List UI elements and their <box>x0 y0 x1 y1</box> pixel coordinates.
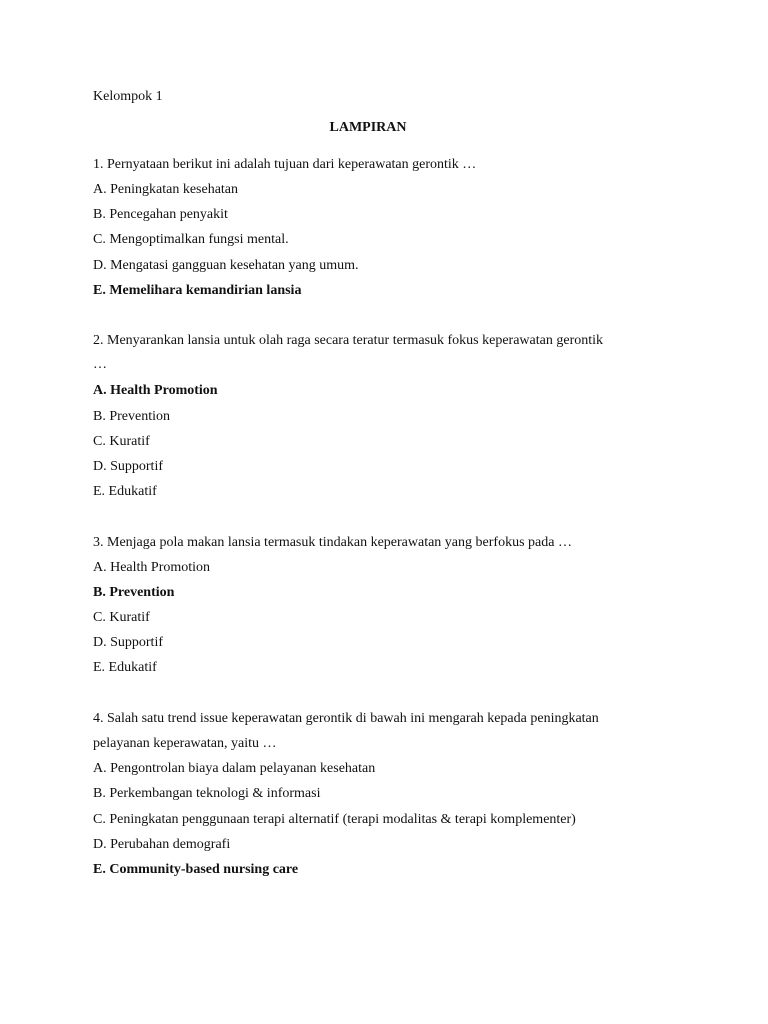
question-1-option-a: A. Peningkatan kesehatan <box>93 182 239 197</box>
question-4-option-d: D. Perubahan demografi <box>93 837 231 852</box>
question-2-text-line-1: 2. Menyarankan lansia untuk olah raga secara teratur termasuk fokus keperawatan gerontik <box>93 333 604 348</box>
question-3-option-c: C. Kuratif <box>93 610 150 625</box>
question-2-option-a-answer: A. Health Promotion <box>93 383 218 398</box>
question-2-option-d: D. Supportif <box>93 459 163 474</box>
question-4-option-c: C. Peningkatan penggunaan terapi alternatif (terapi modalitas & terapi komplementer) <box>93 812 576 827</box>
question-2-text-line-2: … <box>93 357 107 372</box>
question-3-option-a: A. Health Promotion <box>93 560 211 575</box>
question-3-text: 3. Menjaga pola makan lansia termasuk tindakan keperawatan yang berfokus pada … <box>93 535 572 550</box>
question-4-option-e-answer: E. Community-based nursing care <box>93 862 299 877</box>
question-4-option-b: B. Perkembangan teknologi & informasi <box>93 786 321 801</box>
question-2-option-b: B. Prevention <box>93 409 170 424</box>
question-3-option-d: D. Supportif <box>93 635 163 650</box>
question-2-option-c: C. Kuratif <box>93 434 150 449</box>
question-4-option-a: A. Pengontrolan biaya dalam pelayanan kesehatan <box>93 761 376 776</box>
question-1-option-d: D. Mengatasi gangguan kesehatan yang umum. <box>93 258 359 273</box>
question-4-text-line-2: pelayanan keperawatan, yaitu … <box>93 736 277 751</box>
question-1-option-c: C. Mengoptimalkan fungsi mental. <box>93 232 289 247</box>
question-2-option-e: E. Edukatif <box>93 484 157 499</box>
question-1-option-b: B. Pencegahan penyakit <box>93 207 228 222</box>
question-1-text: 1. Pernyataan berikut ini adalah tujuan dari keperawatan gerontik … <box>93 157 477 172</box>
question-4-text-line-1: 4. Salah satu trend issue keperawatan gerontik di bawah ini mengarah kepada peningkatan <box>93 711 599 726</box>
question-3-option-e: E. Edukatif <box>93 660 157 675</box>
question-1-option-e-answer: E. Memelihara kemandirian lansia <box>93 283 302 298</box>
document-title: LAMPIRAN <box>329 120 407 135</box>
group-label: Kelompok 1 <box>93 89 163 104</box>
question-3-option-b-answer: B. Prevention <box>93 585 175 600</box>
